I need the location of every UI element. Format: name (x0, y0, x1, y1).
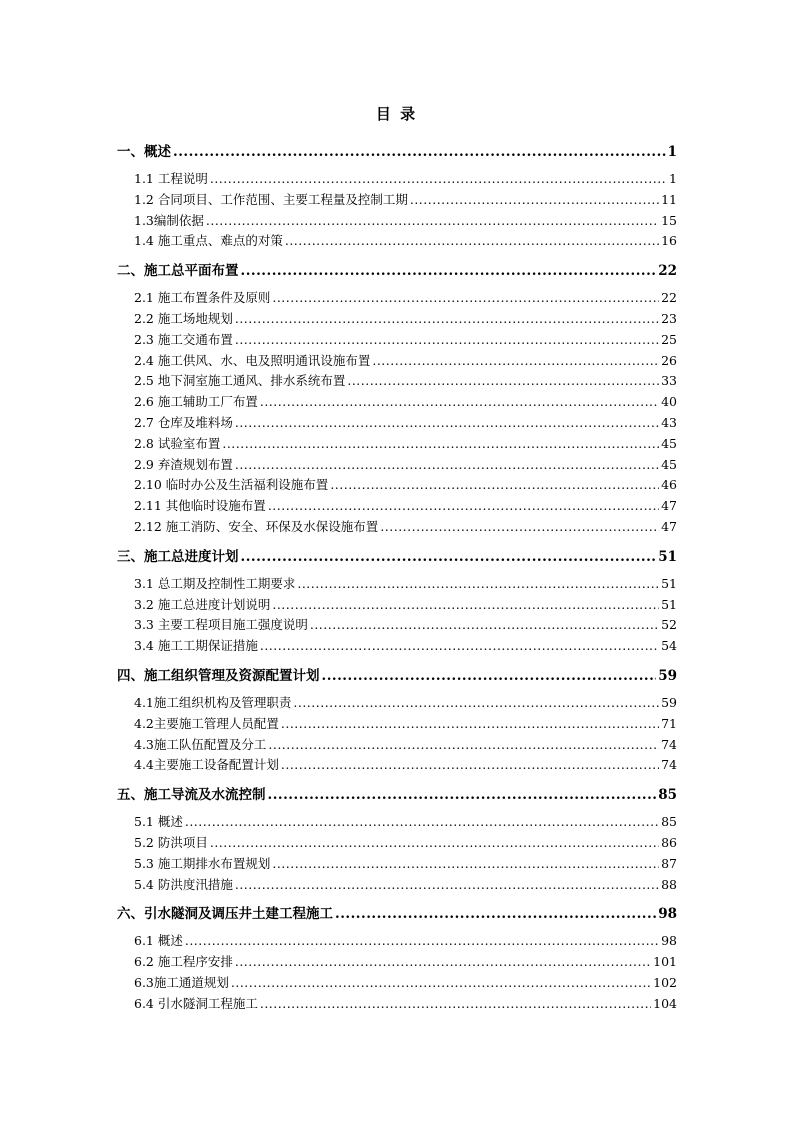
toc-entry-label: 3.1 总工期及控制性工期要求 (134, 575, 296, 591)
dot-leader (380, 517, 659, 538)
toc-entry-label: 2.9 弃渣规划布置 (134, 456, 233, 472)
toc-entry-label: 2.1 施工布置条件及原则 (134, 290, 271, 306)
dot-leader (206, 211, 659, 232)
dot-leader (231, 973, 651, 994)
dot-leader (241, 546, 657, 568)
dot-leader (222, 434, 659, 455)
toc-page-number: 11 (661, 191, 677, 207)
toc-page-number: 46 (661, 477, 677, 493)
toc-entry-label: 2.7 仓库及堆料场 (134, 414, 233, 430)
toc-page-number: 43 (661, 414, 677, 430)
toc-page-number: 45 (661, 456, 677, 472)
toc-page-number: 51 (661, 575, 677, 591)
toc-entry-label: 2.8 试验室布置 (134, 435, 221, 451)
toc-section-entry[interactable] (117, 714, 677, 735)
dot-leader (335, 903, 656, 925)
toc-chapter-entry[interactable] (117, 665, 677, 687)
toc-section-entry[interactable] (117, 693, 677, 714)
toc-entry-label: 3.2 施工总进度计划说明 (134, 596, 271, 612)
dot-leader (241, 260, 657, 282)
dot-leader (410, 190, 659, 211)
dot-leader (268, 496, 659, 517)
dot-leader (293, 693, 659, 714)
dot-leader (322, 665, 657, 687)
toc-section-entry[interactable] (117, 434, 677, 455)
toc-section-entry[interactable] (117, 371, 677, 392)
toc-page-number: 85 (661, 814, 677, 830)
toc-page-number: 88 (661, 876, 677, 892)
toc-entry-label: 3.3 主要工程项目施工强度说明 (134, 617, 308, 633)
toc-page-number: 45 (661, 435, 677, 451)
toc-section-entry[interactable] (117, 517, 677, 538)
toc-section-entry[interactable] (117, 190, 677, 211)
toc-page-number: 54 (661, 638, 677, 654)
toc-page-number: 71 (661, 715, 677, 731)
toc-entry-label: 2.6 施工辅助工厂布置 (134, 394, 258, 410)
dot-leader (372, 351, 659, 372)
toc-section-entry[interactable] (117, 595, 677, 616)
toc-section-entry[interactable] (117, 735, 677, 756)
toc-title: 目 录 (375, 105, 418, 123)
toc-page-number: 26 (661, 352, 677, 368)
dot-leader (268, 784, 657, 806)
toc-section-entry[interactable] (117, 392, 677, 413)
toc-page-number: 47 (661, 498, 677, 514)
toc-entry-label: 5.1 概述 (134, 814, 183, 830)
toc-entry-label: 6.1 概述 (134, 933, 183, 949)
toc-page-number: 59 (658, 667, 677, 684)
toc-section-entry[interactable] (117, 309, 677, 330)
toc-section-entry[interactable] (117, 351, 677, 372)
toc-page-number: 47 (661, 518, 677, 534)
toc-chapter-entry[interactable] (117, 903, 677, 925)
toc-entry-label: 5.4 防洪度汛措施 (134, 876, 233, 892)
toc-entry-label: 6.4 引水隧洞工程施工 (134, 995, 258, 1011)
toc-page-number: 85 (658, 787, 677, 804)
dot-leader (235, 309, 659, 330)
toc-section-entry[interactable] (117, 211, 677, 232)
toc-section-entry[interactable] (117, 952, 677, 973)
toc-section-entry[interactable] (117, 854, 677, 875)
toc-section-entry[interactable] (117, 833, 677, 854)
toc-entry-label: 三、施工总进度计划 (117, 548, 239, 565)
toc-entry-label: 2.12 施工消防、安全、环保及水保设施布置 (134, 518, 379, 534)
toc-page-number: 51 (658, 548, 677, 565)
dot-leader (285, 231, 659, 252)
toc-page-number: 16 (661, 233, 677, 249)
dot-leader (235, 455, 659, 476)
dot-leader (272, 595, 659, 616)
toc-entry-label: 1.4 施工重点、难点的对策 (134, 233, 283, 249)
toc-entry-label: 5.3 施工期排水布置规划 (134, 855, 271, 871)
toc-page-number: 23 (661, 310, 677, 326)
dot-leader (310, 615, 659, 636)
toc-entry-label: 6.2 施工程序安排 (134, 954, 233, 970)
toc-chapter-entry[interactable] (117, 260, 677, 282)
toc-page-number: 51 (661, 596, 677, 612)
dot-leader (235, 875, 659, 896)
dot-leader (260, 392, 659, 413)
toc-entry-label: 六、引水隧洞及调压井土建工程施工 (117, 906, 333, 923)
toc-page-number: 33 (661, 373, 677, 389)
toc-section-entry[interactable] (117, 231, 677, 252)
toc-page-number: 15 (661, 212, 677, 228)
toc-entry-label: 2.3 施工交通布置 (134, 331, 233, 347)
toc-entry-label: 4.1施工组织机构及管理职责 (134, 694, 292, 710)
dot-leader (185, 812, 659, 833)
dot-leader (260, 636, 659, 657)
dot-leader (210, 833, 659, 854)
dot-leader (235, 413, 659, 434)
dot-leader (268, 735, 659, 756)
toc-page-number: 25 (661, 331, 677, 347)
toc-page-number: 104 (653, 995, 677, 1011)
toc-entry-label: 2.11 其他临时设施布置 (134, 498, 266, 514)
toc-section-entry[interactable] (117, 931, 677, 952)
toc-section-entry[interactable] (117, 496, 677, 517)
toc-page-number: 1 (669, 171, 677, 186)
toc-section-entry[interactable] (117, 455, 677, 476)
toc-section-entry[interactable] (117, 615, 677, 636)
toc-chapter-entry[interactable] (117, 141, 677, 163)
toc-entry-label: 1.2 合同项目、工作范围、主要工程量及控制工期 (134, 191, 408, 207)
toc-chapter-entry[interactable] (117, 784, 677, 806)
toc-entry-label: 2.5 地下洞室施工通风、排水系统布置 (134, 373, 346, 389)
toc-page-number: 40 (661, 394, 677, 410)
dot-leader (173, 141, 666, 163)
toc-section-entry[interactable] (117, 169, 677, 190)
dot-leader (185, 931, 659, 952)
dot-leader (235, 330, 659, 351)
toc-entry-label: 二、施工总平面布置 (117, 263, 239, 280)
toc-page-number: 22 (661, 290, 677, 306)
dot-leader (330, 475, 659, 496)
toc-section-entry[interactable] (117, 636, 677, 657)
toc-section-entry[interactable] (117, 574, 677, 595)
toc-page-number: 22 (658, 263, 677, 280)
dot-leader (281, 755, 659, 776)
toc-entry-label: 一、概述 (117, 144, 171, 160)
toc-page-number: 98 (658, 906, 677, 923)
toc-section-entry[interactable] (117, 812, 677, 833)
toc-entry-label: 6.3施工通道规划 (134, 974, 229, 990)
dot-leader (260, 994, 651, 1015)
toc-section-entry[interactable] (117, 413, 677, 434)
toc-entry-label: 3.4 施工工期保证措施 (134, 638, 258, 654)
toc-section-entry[interactable] (117, 875, 677, 896)
toc-section-entry[interactable] (117, 475, 677, 496)
toc-entry-label: 1.1 工程说明 (134, 171, 208, 186)
toc-page-number: 52 (661, 617, 677, 633)
dot-leader (272, 854, 659, 875)
toc-entry-label: 4.4主要施工设备配置计划 (134, 757, 279, 773)
toc-entry-label: 1.3编制依据 (134, 212, 204, 228)
toc-page-number: 98 (661, 933, 677, 949)
toc-entry-label: 4.2主要施工管理人员配置 (134, 715, 279, 731)
toc-page-number: 87 (661, 855, 677, 871)
toc-entry-label: 2.2 施工场地规划 (134, 310, 233, 326)
dot-leader (210, 169, 667, 190)
toc-page-number: 101 (653, 954, 677, 970)
table-of-contents (117, 141, 677, 1015)
toc-section-entry[interactable] (117, 973, 677, 994)
toc-section-entry[interactable] (117, 330, 677, 351)
toc-page-number: 74 (661, 757, 677, 773)
dot-leader (297, 574, 659, 595)
toc-chapter-entry[interactable] (117, 546, 677, 568)
toc-entry-label: 5.2 防洪项目 (134, 834, 208, 850)
toc-section-entry[interactable] (117, 755, 677, 776)
toc-entry-label: 五、施工导流及水流控制 (117, 787, 266, 804)
toc-entry-label: 2.4 施工供风、水、电及照明通讯设施布置 (134, 352, 371, 368)
toc-page-number: 1 (667, 144, 677, 160)
toc-entry-label: 4.3施工队伍配置及分工 (134, 736, 267, 752)
toc-section-entry[interactable] (117, 994, 677, 1015)
dot-leader (235, 952, 651, 973)
toc-page-number: 74 (661, 736, 677, 752)
toc-page-number: 102 (653, 974, 677, 990)
dot-leader (272, 288, 659, 309)
toc-section-entry[interactable] (117, 288, 677, 309)
toc-entry-label: 2.10 临时办公及生活福利设施布置 (134, 477, 329, 493)
toc-entry-label: 四、施工组织管理及资源配置计划 (117, 667, 320, 684)
dot-leader (281, 714, 659, 735)
toc-page-number: 59 (661, 694, 677, 710)
toc-page-number: 86 (661, 834, 677, 850)
dot-leader (347, 371, 659, 392)
